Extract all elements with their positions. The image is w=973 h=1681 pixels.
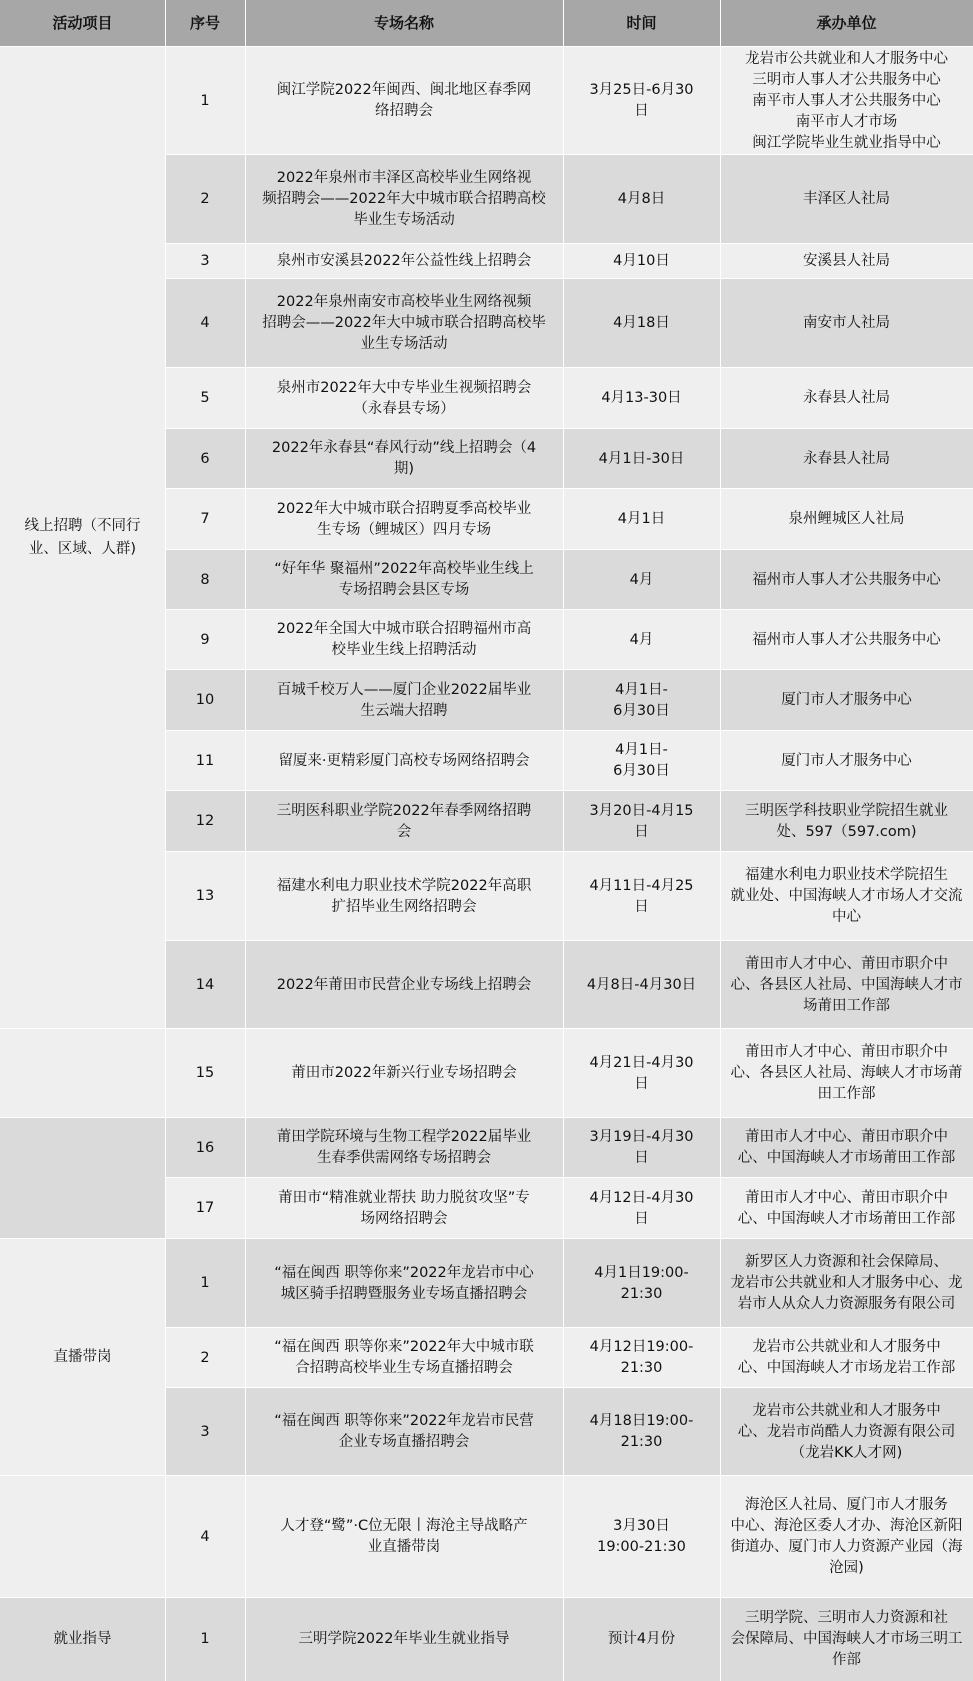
- column-divider: [720, 0, 721, 1681]
- session-name: 泉州市安溪县2022年公益性线上招聘会: [276, 253, 532, 269]
- session-time: 4月1日19:00- 21:30: [594, 1264, 689, 1302]
- row-number: 10: [195, 692, 215, 708]
- session-name: “福在闽西 职等你来”2022年龙岩市民营 企业专场直播招聘会: [274, 1413, 534, 1450]
- row-number: 11: [195, 752, 215, 769]
- session-time: 4月11日-4月25 日: [589, 877, 694, 915]
- group-divider: [0, 1238, 165, 1239]
- row-number: 6: [200, 450, 210, 467]
- activity-group: 线上招聘（不同行 业、区域、人群): [0, 47, 165, 1029]
- session-time: 4月10日: [613, 253, 670, 269]
- activity-group: 就业指导: [0, 1598, 165, 1681]
- session-name: 2022年泉州南安市高校毕业生网络视频 招聘会——2022年大中城市联合招聘高校毕 业生专场活动: [262, 294, 546, 352]
- row-number: 14: [195, 976, 215, 993]
- organizer: 福州市人事人才公共服务中心: [752, 571, 941, 588]
- column-divider: [563, 0, 564, 1681]
- session-name: 三明医科职业学院2022年春季网络招聘 会: [276, 802, 532, 840]
- organizer: 龙岩市公共就业和人才服务中心 三明市人事人才公共服务中心 南平市人事人才公共服务中心 南平市人才市场 闽江学院毕业生就业指导中心: [745, 50, 948, 151]
- session-time: 3月20日-4月15 日: [589, 802, 694, 840]
- organizer: 福建水利电力职业技术学院招生 就业处、中国海峡人才市场人才交流 中心: [730, 867, 963, 925]
- organizer: 安溪县人社局: [803, 253, 890, 269]
- session-name: “福在闽西 职等你来”2022年大中城市联 合招聘高校毕业生专场直播招聘会: [274, 1339, 534, 1376]
- session-name: 泉州市2022年大中专毕业生视频招聘会 （永春县专场）: [276, 379, 532, 417]
- organizer: 厦门市人才服务中心: [781, 752, 912, 769]
- organizer: 龙岩市公共就业和人才服务中 心、龙岩市尚酷人力资源有限公司 （龙岩KK人才网): [737, 1402, 956, 1461]
- session-name: 2022年永春县“春风行动”线上招聘会（4 期): [271, 440, 537, 477]
- header-number: 序号: [189, 14, 220, 32]
- activity-group: [0, 1118, 165, 1239]
- row-number: 1: [200, 92, 210, 109]
- session-name: 留厦来·更精彩厦门高校专场网络招聘会: [278, 752, 530, 769]
- session-name: “福在闽西 职等你来”2022年龙岩市中心 城区骑手招聘暨服务业专场直播招聘会: [274, 1264, 534, 1302]
- group-divider: [0, 1028, 165, 1029]
- group-divider: [0, 1597, 165, 1598]
- group-divider: [0, 1475, 165, 1476]
- session-name: 莆田市2022年新兴行业专场招聘会: [291, 1065, 517, 1081]
- organizer: 莆田市人才中心、莆田市职介中 心、中国海峡人才市场莆田工作部: [737, 1129, 956, 1166]
- session-time: 3月25日-6月30 日: [589, 82, 694, 119]
- row-number: 17: [195, 1200, 215, 1216]
- row-number: 9: [200, 631, 210, 648]
- column-divider: [165, 0, 166, 1681]
- organizer: 三明医学科技职业学院招生就业 处、597（597.com): [745, 802, 948, 840]
- row-number: 1: [200, 1631, 210, 1647]
- row-number: 1: [200, 1275, 210, 1291]
- session-name: 福建水利电力职业技术学院2022年高职 扩招毕业生网络招聘会: [276, 877, 532, 915]
- session-time: 4月12日19:00- 21:30: [589, 1339, 694, 1376]
- row-number: 3: [200, 1423, 210, 1440]
- header-organizer: 承办单位: [816, 14, 877, 32]
- session-time: 预计4月份: [607, 1631, 676, 1647]
- activity-group: [0, 1476, 165, 1598]
- activity-group: [0, 1029, 165, 1118]
- organizer: 莆田市人才中心、莆田市职介中 心、中国海峡人才市场莆田工作部: [737, 1189, 956, 1227]
- session-time: 4月21日-4月30 日: [589, 1054, 694, 1092]
- row-number: 8: [200, 571, 210, 588]
- header-activity: 活动项目: [52, 14, 113, 32]
- organizer: 海沧区人社局、厦门市人才服务 中心、海沧区委人才办、海沧区新阳 街道办、厦门市人力资源产业园（海 沧园): [730, 1497, 963, 1576]
- session-time: 4月12日-4月30 日: [589, 1189, 694, 1227]
- session-name: 2022年莆田市民营企业专场线上招聘会: [276, 976, 532, 993]
- row-number: 5: [200, 390, 210, 406]
- session-time: 4月: [629, 631, 654, 648]
- activity-group: 直播带岗: [0, 1239, 165, 1476]
- row-number: 7: [200, 511, 210, 527]
- session-time: 4月1日-30日: [598, 450, 685, 467]
- session-time: 4月13-30日: [601, 390, 682, 406]
- session-name: 莆田学院环境与生物工程学2022届毕业 生春季供需网络专场招聘会: [276, 1129, 532, 1166]
- session-name: 2022年全国大中城市联合招聘福州市高 校毕业生线上招聘活动: [276, 621, 532, 658]
- session-name: 百城千校万人——厦门企业2022届毕业 生云端大招聘: [276, 681, 532, 719]
- row-number: 4: [200, 1528, 210, 1545]
- table-header: [0, 0, 973, 47]
- organizer: 厦门市人才服务中心: [781, 692, 912, 708]
- organizer: 泉州鲤城区人社局: [788, 511, 905, 527]
- session-name: “好年华 聚福州”2022年高校毕业生线上 专场招聘会县区专场: [274, 561, 534, 598]
- organizer: 新罗区人力资源和社会保障局、 龙岩市公共就业和人才服务中心、龙 岩市人从众人力资源服务有限公司: [730, 1254, 963, 1312]
- session-time: 4月1日- 6月30日: [613, 681, 670, 719]
- session-name: 莆田市“精准就业帮扶 助力脱贫攻坚”专 场网络招聘会: [278, 1189, 530, 1227]
- group-divider: [0, 1117, 165, 1118]
- session-time: 4月18日19:00- 21:30: [589, 1413, 694, 1450]
- column-divider: [245, 0, 246, 1681]
- organizer: 莆田市人才中心、莆田市职介中 心、各县区人社局、中国海峡人才市 场莆田工作部: [730, 955, 963, 1014]
- group-divider: [0, 46, 165, 47]
- organizer: 龙岩市公共就业和人才服务中 心、中国海峡人才市场龙岩工作部: [737, 1339, 956, 1376]
- organizer: 丰泽区人社局: [803, 191, 890, 207]
- session-name: 人才登“鹭”·C位无限丨海沧主导战略产 业直播带岗: [280, 1518, 528, 1555]
- row-number: 12: [195, 813, 215, 829]
- session-time: 4月18日: [613, 315, 670, 331]
- row-number: 13: [195, 888, 215, 904]
- organizer: 福州市人事人才公共服务中心: [752, 631, 941, 648]
- session-time: 4月8日: [617, 191, 666, 207]
- session-time: 4月1日- 6月30日: [613, 742, 670, 779]
- session-time: 4月: [629, 571, 654, 588]
- row-number: 2: [200, 191, 210, 207]
- row-number: 2: [200, 1349, 210, 1366]
- organizer: 永春县人社局: [803, 450, 890, 467]
- organizer: 南安市人社局: [803, 315, 890, 331]
- row-number: 3: [200, 253, 210, 269]
- session-time: 3月30日 19:00-21:30: [597, 1518, 686, 1555]
- organizer: 三明学院、三明市人力资源和社 会保障局、中国海峡人才市场三明工 作部: [730, 1610, 963, 1668]
- organizer: 莆田市人才中心、莆田市职介中 心、各县区人社局、海峡人才市场莆 田工作部: [730, 1044, 963, 1102]
- row-number: 15: [195, 1065, 215, 1081]
- session-name: 闽江学院2022年闽西、闽北地区春季网 络招聘会: [276, 82, 532, 119]
- session-name: 三明学院2022年毕业生就业指导: [298, 1631, 510, 1647]
- header-session-name: 专场名称: [373, 14, 434, 32]
- organizer: 永春县人社局: [803, 390, 890, 406]
- session-time: 4月8日-4月30日: [586, 976, 697, 993]
- row-number: 4: [200, 315, 210, 331]
- session-time: 4月1日: [617, 511, 666, 527]
- header-time: 时间: [626, 14, 657, 32]
- row-number: 16: [195, 1139, 215, 1156]
- session-name: 2022年泉州市丰泽区高校毕业生网络视 频招聘会——2022年大中城市联合招聘高校 毕业生专场活动: [262, 170, 546, 228]
- session-name: 2022年大中城市联合招聘夏季高校毕业 生专场（鲤城区）四月专场: [276, 500, 532, 538]
- session-time: 3月19日-4月30 日: [589, 1129, 694, 1166]
